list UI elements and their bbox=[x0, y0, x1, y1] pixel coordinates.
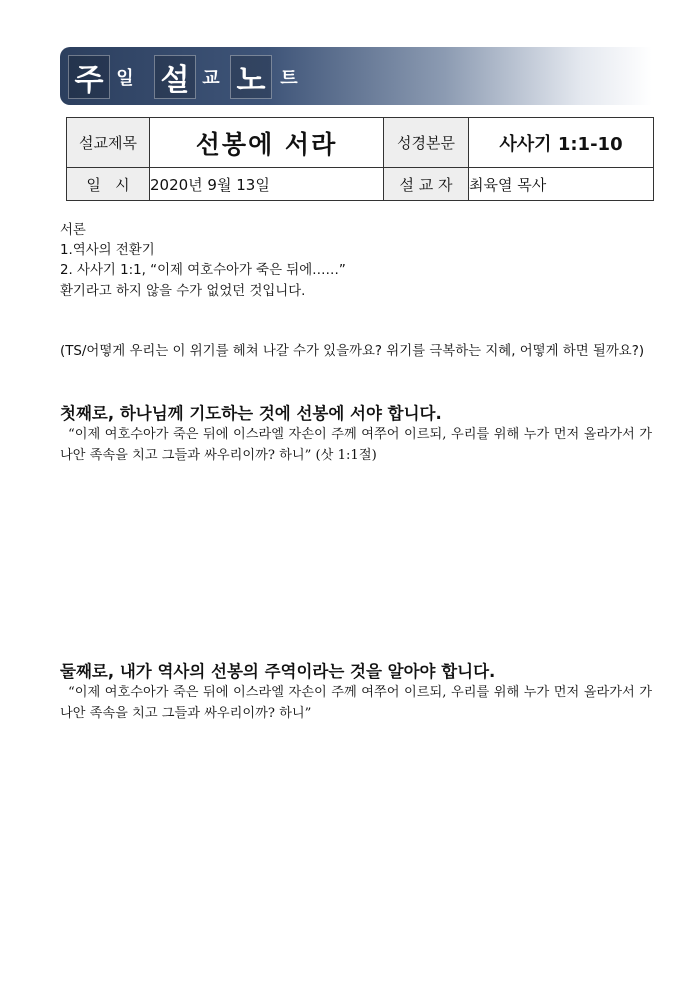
title-banner bbox=[60, 47, 652, 105]
banner-char: 설 bbox=[154, 55, 196, 99]
banner-char: 일 bbox=[116, 68, 134, 89]
banner-char: 트 bbox=[280, 68, 298, 89]
section-2-heading: 둘째로, 내가 역사의 선봉의 주역이라는 것을 알아야 합니다. bbox=[60, 662, 496, 681]
banner-char: 교 bbox=[202, 68, 220, 89]
scripture-label: 성경본문 bbox=[384, 118, 469, 168]
sermon-date: 2020년 9월 13일 bbox=[150, 168, 384, 201]
date-label: 일 시 bbox=[67, 168, 150, 201]
banner-char: 노 bbox=[230, 55, 272, 99]
intro-heading: 서론 bbox=[60, 223, 86, 238]
intro-line-3: 환기라고 하지 않을 수가 없었던 것입니다. bbox=[60, 284, 306, 299]
scripture-reference: 사사기 1:1-10 bbox=[469, 118, 654, 168]
sermon-info-table bbox=[66, 117, 654, 201]
preacher-label: 설 교 자 bbox=[384, 168, 469, 201]
title-label: 설교제목 bbox=[67, 118, 150, 168]
section-1-quote: “이제 여호수아가 죽은 뒤에 이스라엘 자손이 주께 여쭈어 이르되, 우리를 위해 누가 먼저 올라가서 가나안 족속을 치고 그들과 싸우리이까? 하니” (삿 1:1절) bbox=[60, 427, 652, 463]
intro-point-1: 1.역사의 전환기 bbox=[60, 243, 155, 258]
transition-text: (TS/어떻게 우리는 이 위기를 헤쳐 나갈 수가 있을까요? 위기를 극복하는 지혜, 어떻게 하면 될까요?) bbox=[60, 344, 645, 359]
section-2-quote: “이제 여호수아가 죽은 뒤에 이스라엘 자손이 주께 여쭈어 이르되, 우리를 위해 누가 먼저 올라가서 가나안 족속을 치고 그들과 싸우리이까? 하니” bbox=[60, 685, 652, 721]
preacher-name: 최육열 목사 bbox=[469, 168, 654, 201]
section-1-heading: 첫째로, 하나님께 기도하는 것에 선봉에 서야 합니다. bbox=[60, 404, 442, 423]
banner-char: 주 bbox=[68, 55, 110, 99]
sermon-title: 선봉에 서라 bbox=[150, 118, 384, 168]
intro-point-2: 2. 사사기 1:1, “이제 여호수아가 죽은 뒤에……” bbox=[60, 263, 346, 278]
